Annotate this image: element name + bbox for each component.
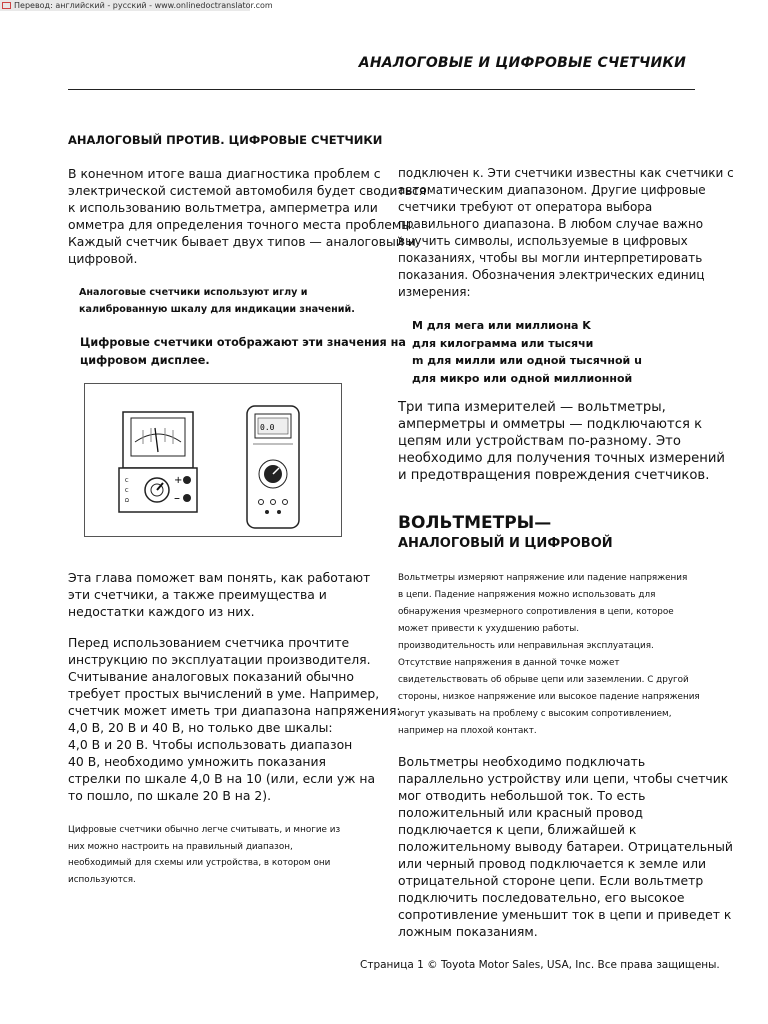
text-line: Цифровые счетчики отображают эти значения на (80, 336, 406, 349)
text-line: показаниях, чтобы вы могли интерпретировать (398, 251, 703, 265)
voltmeter-description (398, 570, 700, 740)
text-line: производительность или неправильная эксплуатация. (398, 641, 654, 651)
text-line: эти счетчики, а также преимущества и (68, 587, 327, 602)
text-line: счетчики требуют от оператора выбора (398, 200, 653, 214)
text-line: измерения: (398, 285, 471, 299)
digital-easier-paragraph (68, 822, 340, 888)
list-item: M для мега или миллиона K (412, 319, 591, 332)
text-line: к использованию вольтметра, амперметра или (68, 200, 378, 215)
text-line: электрической системой автомобиля будет сводиться (68, 183, 427, 198)
text-line: положительный или красный провод (398, 805, 643, 820)
text-line: Цифровые счетчики обычно легче считывать, и многие из (68, 825, 341, 835)
text-line: подключен к. Эти счетчики известны как счетчики с (398, 166, 734, 180)
text-line: автоматическим диапазоном. Другие цифровые (398, 183, 706, 197)
list-item: для микро или одной миллионной (412, 371, 633, 385)
text-line: выучить символы, используемые в цифровых (398, 234, 688, 248)
svg-text:Ω: Ω (125, 498, 129, 504)
meters-illustration (84, 383, 342, 537)
text-line: правильного диапазона. В любом случае важно (398, 217, 704, 231)
text-line: стороны, низкое напряжение или высокое падение напряжения (398, 692, 700, 702)
digital-meter-icon (247, 406, 299, 528)
text-line: в цепи. Падение напряжения можно использовать для (398, 590, 656, 600)
autorange-paragraph (398, 165, 734, 301)
parallel-paragraph (398, 753, 733, 940)
text-line: Считывание аналоговых показаний обычно (68, 669, 354, 684)
text-line: инструкцию по эксплуатации производителя. (68, 652, 371, 667)
translator-banner[interactable] (0, 0, 273, 11)
text-line: Перед использованием счетчика прочтите (68, 635, 350, 650)
document-icon (2, 2, 11, 9)
text-line: цифровой. (68, 251, 138, 266)
analog-note (79, 284, 355, 318)
text-line: калиброванную шкалу для индикации значений. (79, 304, 355, 315)
section-title: АНАЛОГОВЫЙ ПРОТИВ. ЦИФРОВЫЕ СЧЕТЧИКИ (68, 133, 383, 147)
meters-drawing (85, 384, 341, 536)
text-line: Вольтметры необходимо подключать (398, 754, 646, 769)
text-line: омметра для определения точного места проблемы. (68, 217, 416, 232)
text-line: отрицательной стороне цепи. Если вольтметр (398, 873, 704, 888)
svg-text:C: C (125, 478, 129, 484)
text-line: мог отводить небольшой ток. То есть (398, 788, 646, 803)
text-line: них можно настроить на правильный диапазон, (68, 841, 293, 852)
text-line: например на плохой контакт. (398, 726, 537, 736)
text-line: требует простых вычислений в уме. Например, (68, 686, 380, 701)
text-line: Три типа измерителей — вольтметры, (398, 400, 666, 415)
text-line: Вольтметры измеряют напряжение или падение напряжения (398, 573, 688, 583)
digital-note (80, 334, 406, 370)
text-line: сопротивление уменьшит ток в цепи и приведет к (398, 907, 732, 922)
text-line: подключается к цепи, ближайшей к (398, 822, 637, 837)
text-line: может привести к ухудшению работы. (398, 624, 579, 634)
text-line: параллельно устройству или цепи, чтобы счетчик (398, 771, 729, 786)
text-line: подключить последовательно, его высокое (398, 890, 685, 905)
text-line: В конечном итоге ваша диагностика проблем с (68, 166, 381, 181)
text-line: цифровом дисплее. (80, 354, 210, 367)
chapter-paragraph (68, 569, 370, 620)
svg-text:–: – (174, 491, 180, 505)
units-list (412, 317, 642, 387)
text-line: и предотвращения повреждения счетчиков. (398, 468, 710, 483)
text-line: то пошло, по шкале 20 В на 2). (68, 788, 272, 803)
text-line: ложным показаниям. (398, 924, 538, 939)
text-line: положительному выводу батареи. Отрицательный (398, 839, 733, 854)
text-line: показания. Обозначения электрических единиц (398, 268, 705, 282)
page-footer: Страница 1 © Toyota Motor Sales, USA, Inc. Все права защищены. (360, 959, 720, 971)
text-line: амперметры и омметры — подключаются к (398, 417, 703, 432)
voltmeters-heading: ВОЛЬТМЕТРЫ— (398, 513, 552, 533)
text-line: 4,0 В, 20 В и 40 В, но только две шкалы: (68, 720, 333, 735)
text-line: необходимый для схемы или устройства, в котором они (68, 858, 331, 868)
page-header-title: АНАЛОГОВЫЕ И ЦИФРОВЫЕ СЧЕТЧИКИ (358, 55, 686, 71)
text-line: Эта глава поможет вам понять, как работают (68, 570, 371, 585)
three-types-paragraph (398, 399, 725, 484)
list-item: m для милли или одной тысячной u (412, 354, 642, 367)
text-line: обнаружения чрезмерного сопротивления в цепи, которое (398, 607, 674, 617)
text-line: счетчик может иметь три диапазона напряжения: (68, 703, 401, 718)
instructions-paragraph (68, 634, 401, 804)
text-line: 40 В, необходимо умножить показания (68, 754, 327, 769)
intro-paragraph (68, 165, 426, 267)
text-line: Каждый счетчик бывает двух типов — аналоговый и (68, 234, 416, 249)
text-line: 4,0 В и 20 В. Чтобы использовать диапазон (68, 737, 353, 752)
text-line: или черный провод подключается к земле или (398, 856, 707, 871)
text-line: Аналоговые счетчики используют иглу и (79, 287, 308, 298)
svg-text:+: + (174, 475, 183, 486)
text-line: могут указывать на проблему с высоким сопротивлением, (398, 709, 672, 719)
text-line: Отсутствие напряжения в данной точке может (398, 658, 620, 668)
text-line: недостатки каждого из них. (68, 604, 255, 619)
text-line: используются. (68, 874, 136, 885)
svg-text:C: C (125, 488, 129, 494)
text-line: стрелки по шкале 4,0 В на 10 (или, если уж на (68, 771, 376, 786)
header-divider (68, 89, 695, 90)
text-line: цепям или устройствам по-разному. Это (398, 434, 681, 449)
svg-text:0.0: 0.0 (260, 423, 275, 432)
list-item: для килограмма или тысячи (412, 336, 594, 350)
voltmeters-subheading: АНАЛОГОВЫЙ И ЦИФРОВОЙ (398, 536, 613, 551)
text-line: необходимо для получения точных измерений (398, 451, 725, 466)
analog-meter-icon (119, 412, 197, 512)
text-line: свидетельствовать об обрыве цепи или заземлении. С другой (398, 675, 689, 685)
banner-text: Перевод: английский - русский - www.onlinedoctranslator.com (14, 1, 273, 10)
